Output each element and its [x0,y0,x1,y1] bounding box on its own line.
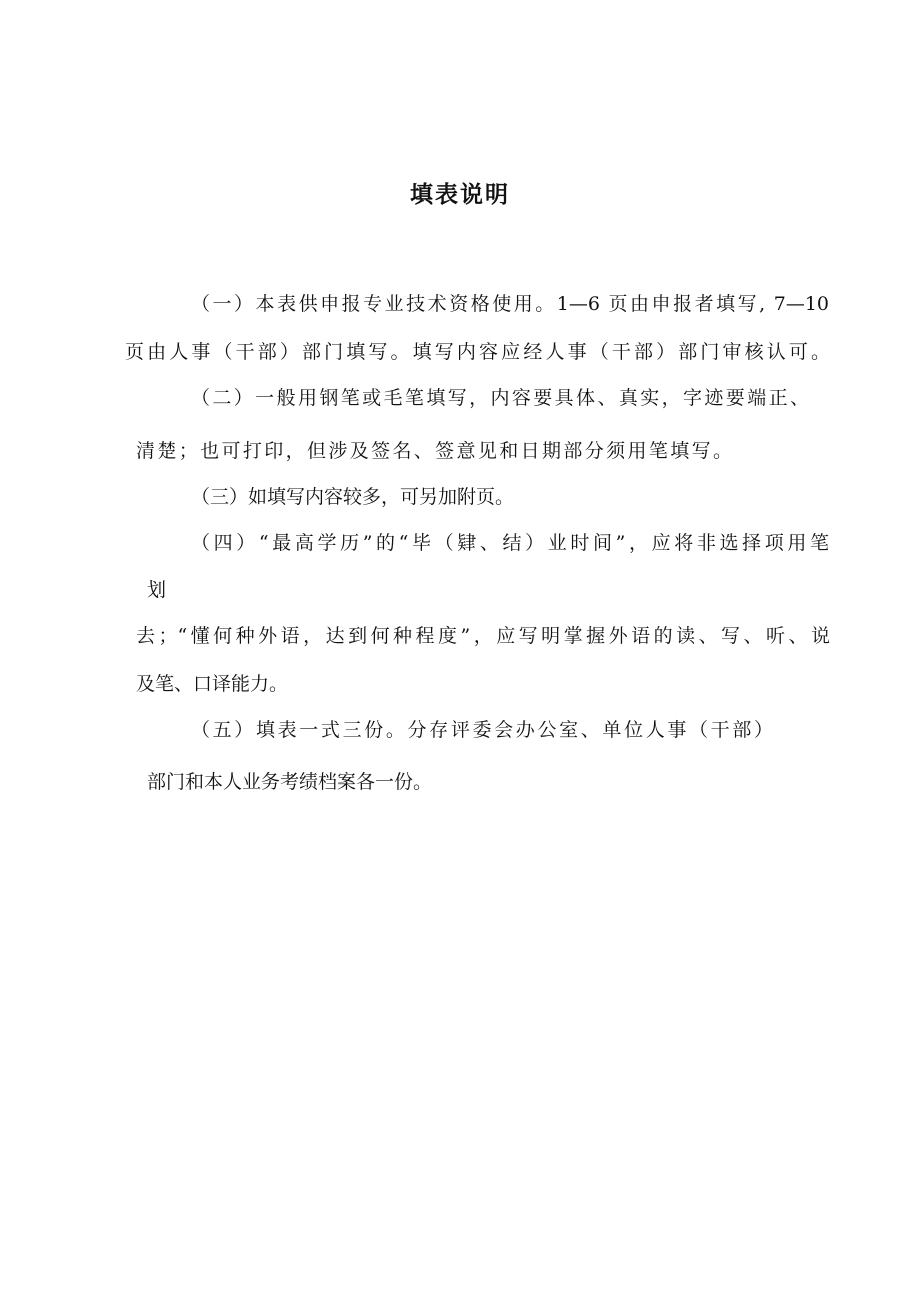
instruction-line: （二）一般用钢笔或毛笔填写，内容要具体、真实，字迹要端正、 [191,387,809,409]
instruction-line: （五）填表一式三份。分存评委会办公室、单位人事（干部） [191,719,773,741]
instruction-line: 划 [147,579,167,601]
instruction-line: （一）本表供申报专业技术资格使用。1—6 页由申报者填写, 7—10 [191,293,829,315]
instruction-line: 清楚；也可打印，但涉及签名、签意见和日期部分须用笔填写。 [136,440,732,462]
instruction-line: （四）“最高学历”的“毕（肄、结）业时间”，应将非选择项用笔 [191,532,829,554]
instruction-line: 去；“懂何种外语，达到何种程度”，应写明掌握外语的读、写、听、说 [136,625,830,647]
instruction-line: 页由人事（干部）部门填写。填写内容应经人事（干部）部门审核认可。 [125,341,830,363]
instruction-line: （三）如填写内容较多，可另加附页。 [191,486,515,508]
instruction-line: 部门和本人业务考绩档案各一份。 [147,771,433,793]
page-title: 填表说明 [410,182,510,208]
instruction-line: 及笔、口译能力。 [136,673,289,695]
